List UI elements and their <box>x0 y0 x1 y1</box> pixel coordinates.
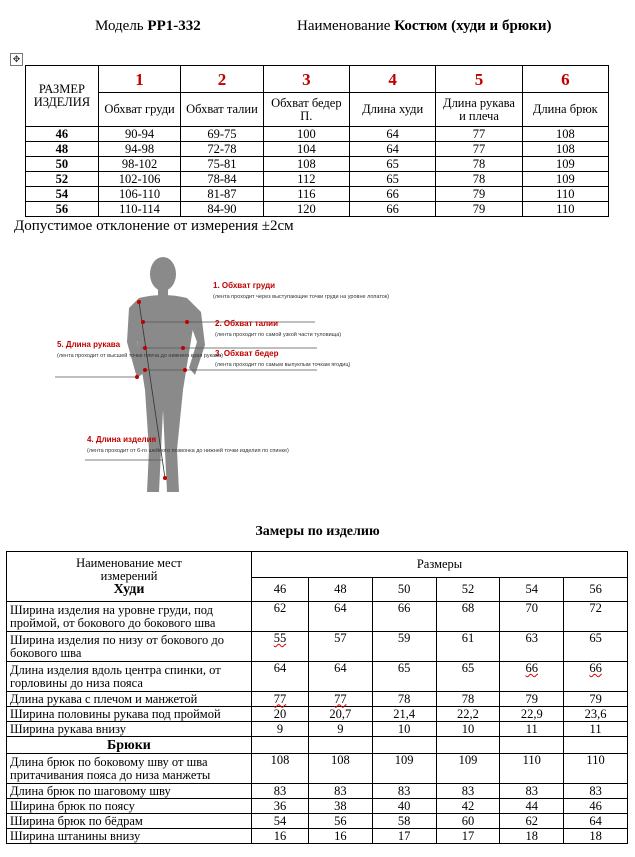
measurement-label: Ширина брюк по бёдрам <box>7 814 252 829</box>
size-row <box>26 142 609 157</box>
size-value-cell: 109 <box>522 157 608 172</box>
size-value-cell: 94-98 <box>98 142 180 157</box>
measurement-row <box>7 602 628 632</box>
measurement-value: 65 <box>436 662 500 692</box>
measurement-value: 83 <box>564 784 628 799</box>
measurement-value: 54 <box>252 814 309 829</box>
model-code: РР1-332 <box>147 18 201 34</box>
measurements-title: Замеры по изделию <box>255 524 380 539</box>
size-value-cell: 98-102 <box>98 157 180 172</box>
product-name: Костюм (худи и брюки) <box>394 18 552 34</box>
measurement-value: 108 <box>308 754 372 784</box>
measurement-value: 22,2 <box>436 707 500 722</box>
measurement-value: 66 <box>372 602 436 632</box>
name-label: Наименование <box>297 18 395 34</box>
measurement-value: 59 <box>372 632 436 662</box>
measurement-label: Длина рукава с плечом и манжетой <box>7 692 252 707</box>
size-column-header: 52 <box>436 578 500 602</box>
measurement-value: 79 <box>564 692 628 707</box>
size-value-cell: 69-75 <box>181 127 263 142</box>
label-waist-title: 2. Обхват талии <box>215 319 278 328</box>
measurement-value: 109 <box>372 754 436 784</box>
measurement-value: 40 <box>372 799 436 814</box>
size-value-cell: 109 <box>522 172 608 187</box>
measurement-value: 55 <box>252 632 309 662</box>
size-row <box>26 187 609 202</box>
size-value-cell: 72-78 <box>181 142 263 157</box>
size-value-cell: 116 <box>263 187 349 202</box>
measurement-value: 11 <box>564 722 628 737</box>
size-value-cell: 120 <box>263 202 349 217</box>
size-table <box>25 65 609 217</box>
measurement-value: 110 <box>500 754 564 784</box>
label-length-desc: (лента проходит от 6-го шейного позвонка до нижней точки изделия по спинке) <box>87 448 289 454</box>
measurement-label: Ширина изделия на уровне груди, под проймой, от бокового до бокового шва <box>7 602 252 632</box>
col-label: Обхват бедер П. <box>263 93 349 127</box>
size-row <box>26 127 609 142</box>
measurement-row <box>7 754 628 784</box>
measurement-value: 83 <box>252 784 309 799</box>
size-value-cell: 65 <box>350 172 436 187</box>
measurement-value: 9 <box>252 722 309 737</box>
measurement-label: Длина брюк по шаговому шву <box>7 784 252 799</box>
measurement-row <box>7 799 628 814</box>
size-value-cell: 112 <box>263 172 349 187</box>
size-value-cell: 77 <box>436 127 522 142</box>
measurement-value: 10 <box>436 722 500 737</box>
measurement-value: 62 <box>500 814 564 829</box>
col-label: Обхват талии <box>181 93 263 127</box>
measurement-value: 56 <box>308 814 372 829</box>
measurement-value: 18 <box>500 829 564 844</box>
size-value-cell: 110 <box>522 187 608 202</box>
size-value-cell: 79 <box>436 187 522 202</box>
model-label: Модель <box>95 18 148 34</box>
col-number: 6 <box>522 66 608 93</box>
tolerance-note: Допустимое отклонение от измерения ±2см <box>14 218 294 234</box>
size-value-cell: 78 <box>436 157 522 172</box>
measurement-value: 20 <box>252 707 309 722</box>
size-corner-label: РАЗМЕР ИЗДЕЛИЯ <box>26 66 99 127</box>
measurement-value: 16 <box>308 829 372 844</box>
measurement-value: 78 <box>436 692 500 707</box>
measurement-value: 63 <box>500 632 564 662</box>
label-sleeve-title: 5. Длина рукава <box>57 340 121 349</box>
size-value-cell: 108 <box>522 142 608 157</box>
measurement-row <box>7 814 628 829</box>
measurement-label: Длина брюк по боковому шву от шва притачивания пояса до низа манжеты <box>7 754 252 784</box>
measurement-row <box>7 722 628 737</box>
size-value-cell: 104 <box>263 142 349 157</box>
measurement-value: 78 <box>372 692 436 707</box>
size-cell: 52 <box>26 172 99 187</box>
section-pants-header: Брюки <box>7 737 252 754</box>
measurement-value: 60 <box>436 814 500 829</box>
measurement-value: 18 <box>564 829 628 844</box>
measurement-value: 72 <box>564 602 628 632</box>
name-line <box>297 18 552 35</box>
section-hoodie-header: Худи <box>113 582 145 597</box>
measurement-value: 64 <box>564 814 628 829</box>
measurement-value: 64 <box>308 662 372 692</box>
size-value-cell: 110 <box>522 202 608 217</box>
measurement-value: 17 <box>436 829 500 844</box>
measurement-value: 10 <box>372 722 436 737</box>
measurement-value: 65 <box>564 632 628 662</box>
col-label: Длина худи <box>350 93 436 127</box>
measurement-row <box>7 632 628 662</box>
size-value-cell: 77 <box>436 142 522 157</box>
measurement-label: Длина изделия вдоль центра спинки, от горловины до низа пояса <box>7 662 252 692</box>
measurement-value: 44 <box>500 799 564 814</box>
size-value-cell: 78 <box>436 172 522 187</box>
label-chest-title: 1. Обхват груди <box>213 281 276 290</box>
size-column-header: 50 <box>372 578 436 602</box>
size-value-cell: 108 <box>522 127 608 142</box>
measurement-value: 38 <box>308 799 372 814</box>
measurements-table <box>6 551 628 844</box>
size-column-header: 46 <box>252 578 309 602</box>
measurement-value: 68 <box>436 602 500 632</box>
measurement-row <box>7 692 628 707</box>
measurement-value: 108 <box>252 754 309 784</box>
size-value-cell: 65 <box>350 157 436 172</box>
size-value-cell: 84-90 <box>181 202 263 217</box>
measurement-row <box>7 662 628 692</box>
measurement-label: Ширина штанины внизу <box>7 829 252 844</box>
size-row <box>26 172 609 187</box>
col-number: 5 <box>436 66 522 93</box>
measurement-value: 66 <box>564 662 628 692</box>
name-header-cell <box>7 552 252 602</box>
size-value-cell: 90-94 <box>98 127 180 142</box>
measurement-value: 9 <box>308 722 372 737</box>
measurement-value: 83 <box>372 784 436 799</box>
measurement-value: 70 <box>500 602 564 632</box>
measurement-value: 77 <box>308 692 372 707</box>
label-hips-title: 3. Обхват бедер <box>215 349 279 358</box>
measurement-row <box>7 784 628 799</box>
size-value-cell: 75-81 <box>181 157 263 172</box>
label-length-title: 4. Длина изделия <box>87 435 157 444</box>
col-label: Длина рукава и плеча <box>436 93 522 127</box>
size-value-cell: 64 <box>350 142 436 157</box>
col-label: Длина брюк <box>522 93 608 127</box>
measurement-value: 64 <box>252 662 309 692</box>
table-move-handle-icon[interactable]: ✥ <box>10 53 23 66</box>
measurement-value: 66 <box>500 662 564 692</box>
measurement-value: 65 <box>372 662 436 692</box>
measurement-label: Ширина брюк по поясу <box>7 799 252 814</box>
measurement-value: 46 <box>564 799 628 814</box>
figure-labels <box>57 281 389 454</box>
size-cell: 46 <box>26 127 99 142</box>
measurement-value: 36 <box>252 799 309 814</box>
size-value-cell: 102-106 <box>98 172 180 187</box>
measurement-value: 21,4 <box>372 707 436 722</box>
size-cell: 56 <box>26 202 99 217</box>
measurement-value: 22,9 <box>500 707 564 722</box>
body-silhouette <box>127 257 205 492</box>
size-value-cell: 64 <box>350 127 436 142</box>
size-value-cell: 78-84 <box>181 172 263 187</box>
col-number: 1 <box>98 66 180 93</box>
measurement-row <box>7 707 628 722</box>
size-column-header: 56 <box>564 578 628 602</box>
label-hips-desc: (лента проходит по самым выпуклым точкам ягодиц) <box>215 362 351 368</box>
size-value-cell: 110-114 <box>98 202 180 217</box>
name-header: Наименование мест измерений <box>76 556 182 583</box>
measurement-value: 17 <box>372 829 436 844</box>
body-measurement-figure <box>55 250 390 512</box>
size-value-cell: 66 <box>350 187 436 202</box>
size-column-header: 48 <box>308 578 372 602</box>
col-number: 4 <box>350 66 436 93</box>
measurement-value: 62 <box>252 602 309 632</box>
size-value-cell: 66 <box>350 202 436 217</box>
measurement-value: 61 <box>436 632 500 662</box>
size-column-header: 54 <box>500 578 564 602</box>
size-row <box>26 202 609 217</box>
measurement-value: 20,7 <box>308 707 372 722</box>
measurement-value: 79 <box>500 692 564 707</box>
measurement-value: 64 <box>308 602 372 632</box>
measurement-value: 58 <box>372 814 436 829</box>
size-row <box>26 157 609 172</box>
measurement-label: Ширина рукава внизу <box>7 722 252 737</box>
size-value-cell: 100 <box>263 127 349 142</box>
size-value-cell: 81-87 <box>181 187 263 202</box>
measurement-row <box>7 829 628 844</box>
label-chest-desc: (лента проходит через выступающие точки груди на уровне лопаток) <box>213 294 390 300</box>
measurement-value: 83 <box>500 784 564 799</box>
col-number: 3 <box>263 66 349 93</box>
measurement-value: 83 <box>436 784 500 799</box>
size-cell: 54 <box>26 187 99 202</box>
measurement-value: 57 <box>308 632 372 662</box>
model-line <box>95 18 201 35</box>
measurement-value: 23,6 <box>564 707 628 722</box>
measurement-value: 11 <box>500 722 564 737</box>
size-value-cell: 106-110 <box>98 187 180 202</box>
measurement-value: 83 <box>308 784 372 799</box>
measurement-value: 16 <box>252 829 309 844</box>
col-label: Обхват груди <box>98 93 180 127</box>
measurement-value: 42 <box>436 799 500 814</box>
label-waist-desc: (лента проходит по самой узкой части туловища) <box>215 332 342 338</box>
col-number: 2 <box>181 66 263 93</box>
measurement-label: Ширина изделия по низу от бокового до бокового шва <box>7 632 252 662</box>
size-cell: 48 <box>26 142 99 157</box>
measurement-label: Ширина половины рукава под проймой <box>7 707 252 722</box>
size-value-cell: 79 <box>436 202 522 217</box>
size-value-cell: 108 <box>263 157 349 172</box>
measurement-value: 77 <box>252 692 309 707</box>
size-cell: 50 <box>26 157 99 172</box>
measurement-value: 110 <box>564 754 628 784</box>
measurement-value: 109 <box>436 754 500 784</box>
sizes-header: Размеры <box>252 552 628 578</box>
label-sleeve-desc: (лента проходит от высшей точки плеча до нижнего края рукава) <box>57 353 223 359</box>
